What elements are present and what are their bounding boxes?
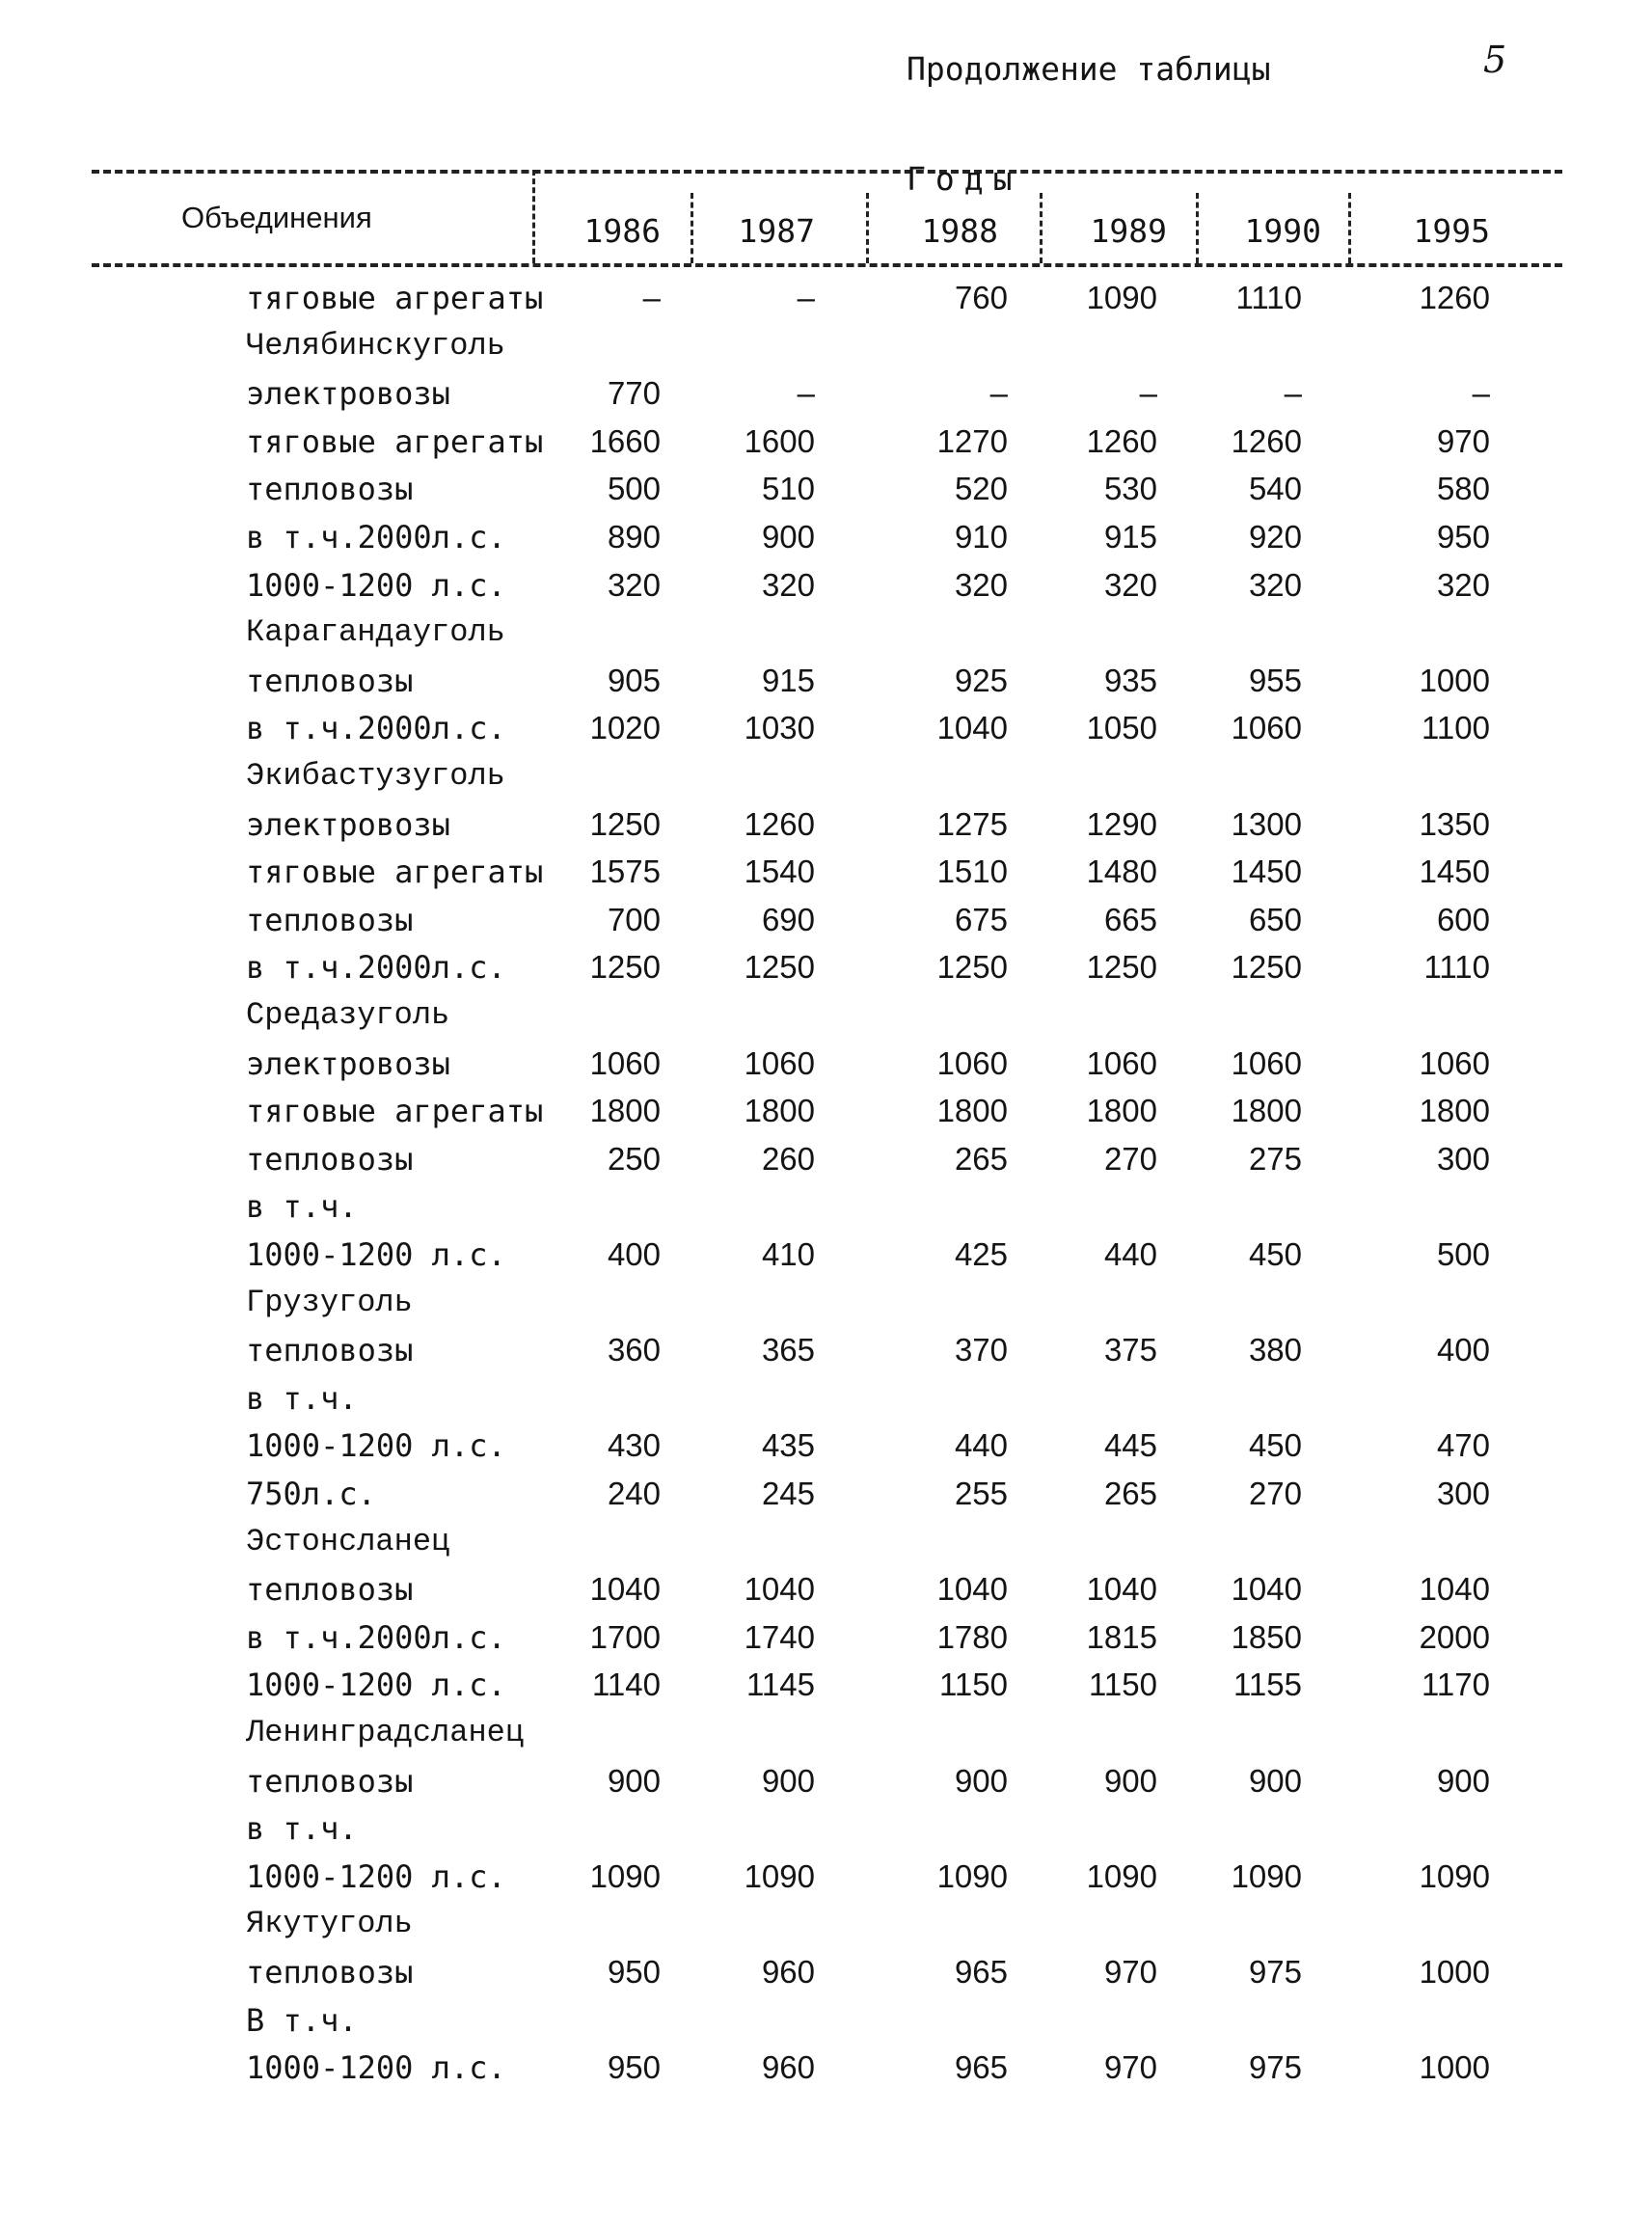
column-separator: [1196, 193, 1199, 263]
table-cell-1989: 1090: [1086, 280, 1157, 315]
table-cell-1989: 1250: [1086, 949, 1157, 986]
table-row: [0, 1954, 1652, 2002]
table-cell-1987: 245: [761, 1476, 815, 1511]
table-row: [0, 1715, 1652, 1763]
table-cell-1995: 1260: [1419, 280, 1490, 315]
table-cell-1988: 1040: [936, 710, 1008, 746]
table-cell-1988: 925: [954, 662, 1008, 698]
table-cell-1988: 1040: [936, 1571, 1008, 1608]
table-cell-1989: 1050: [1086, 710, 1157, 746]
table-cell-1986: 360: [607, 1332, 661, 1368]
table-cell-1986: 905: [607, 662, 661, 698]
table-row: [0, 375, 1652, 423]
table-cell-1989: 375: [1103, 1332, 1157, 1368]
table-cell-1986: 1700: [589, 1618, 661, 1655]
table-cell-1988: 910: [954, 519, 1008, 555]
table-cell-1987: 510: [761, 471, 815, 507]
table-row: [0, 1571, 1652, 1619]
table-cell-1987: 1800: [744, 1093, 815, 1129]
page-number: 5: [1483, 39, 1507, 81]
table-cell-1987: 435: [761, 1427, 815, 1464]
table-cell-1990: 975: [1248, 2049, 1302, 2086]
table-cell-1995: 470: [1436, 1427, 1490, 1464]
table-cell-1989: 970: [1103, 1954, 1157, 1990]
row-label: тепловозы: [246, 662, 414, 699]
table-row: [0, 423, 1652, 472]
column-separator: [1348, 193, 1351, 263]
table-row: [0, 1763, 1652, 1811]
table-cell-1987: 365: [761, 1332, 815, 1368]
table-cell-1986: 1020: [589, 710, 661, 746]
table-cell-1986: 240: [607, 1476, 661, 1511]
row-label: тяговые агрегаты: [246, 1093, 544, 1130]
table-cell-1987: 1540: [744, 854, 815, 890]
table-cell-1987: 1040: [744, 1571, 815, 1608]
table-cell-1995: 600: [1436, 901, 1490, 937]
table-row: [0, 1619, 1652, 1667]
table-cell-1990: 1850: [1231, 1618, 1302, 1655]
table-cell-1990: 900: [1248, 1762, 1302, 1799]
row-group-label: Якутуголь: [246, 1906, 413, 1942]
row-label: тепловозы: [246, 1332, 414, 1369]
table-cell-1990: 1450: [1231, 854, 1302, 890]
table-cell-1986: 890: [607, 519, 661, 555]
table-cell-1988: 1800: [936, 1093, 1008, 1129]
row-label: 1000-1200 л.с.: [246, 1857, 506, 1895]
table-cell-1987: 690: [761, 901, 815, 937]
table-row: [0, 1858, 1652, 1907]
table-cell-1990: 650: [1248, 901, 1302, 937]
row-label: тепловозы: [246, 1954, 414, 1991]
table-cell-1995: 1000: [1419, 662, 1490, 698]
row-label: тепловозы: [246, 1571, 414, 1609]
table-row: [0, 949, 1652, 997]
row-label: тепловозы: [246, 1140, 414, 1178]
table-cell-1986: 250: [607, 1140, 661, 1177]
table-cell-1986: 500: [607, 471, 661, 507]
table-cell-1986: 400: [607, 1236, 661, 1272]
table-cell-1986: 1800: [589, 1093, 661, 1129]
table-cell-1989: 1150: [1089, 1666, 1157, 1703]
table-cell-1986: 770: [607, 375, 661, 412]
row-label: тяговые агрегаты: [246, 854, 544, 891]
table-cell-1988: 255: [954, 1476, 1008, 1511]
table-cell-1988: –: [989, 375, 1008, 412]
table-cell-1990: 1040: [1231, 1571, 1302, 1608]
table-cell-1990: 450: [1248, 1427, 1302, 1464]
table-cell-1987: 900: [761, 1762, 815, 1799]
table-cell-1995: 320: [1436, 566, 1490, 603]
year-header-1995: 1995: [1413, 212, 1490, 250]
row-label: электровозы: [246, 1044, 450, 1082]
table-cell-1988: 965: [954, 1954, 1008, 1990]
table-cell-1988: 320: [954, 566, 1008, 603]
row-group-label: Ленинградсланец: [246, 1715, 525, 1750]
table-cell-1986: 1575: [589, 854, 661, 890]
row-label: тяговые агрегаты: [246, 280, 544, 316]
table-cell-1989: 445: [1103, 1427, 1157, 1464]
table-cell-1990: 380: [1248, 1332, 1302, 1368]
column-separator: [866, 193, 869, 263]
row-group-label: Карагандауголь: [246, 614, 505, 651]
table-cell-1989: –: [1139, 375, 1157, 412]
table-cell-1986: 1660: [589, 422, 661, 459]
table-cell-1990: 450: [1248, 1236, 1302, 1272]
table-cell-1987: –: [797, 280, 815, 315]
table-cell-1989: 1290: [1086, 805, 1157, 842]
table-cell-1987: 960: [761, 2049, 815, 2086]
year-header-1990: 1990: [1244, 212, 1321, 250]
table-cell-1986: 1250: [589, 805, 661, 842]
table-cell-1995: 900: [1436, 1762, 1490, 1799]
year-header-1989: 1989: [1090, 212, 1167, 250]
table-cell-1987: 260: [761, 1140, 815, 1177]
table-cell-1987: 1250: [744, 949, 815, 986]
table-cell-1989: 530: [1103, 471, 1157, 507]
table-cell-1989: 1090: [1086, 1857, 1157, 1894]
table-cell-1995: 1800: [1419, 1093, 1490, 1129]
table-cell-1995: 1090: [1419, 1857, 1490, 1894]
table-cell-1995: 1060: [1419, 1044, 1490, 1081]
table-cell-1990: 1300: [1231, 805, 1302, 842]
table-row: [0, 328, 1652, 376]
table-cell-1989: 1480: [1086, 854, 1157, 890]
table-cell-1990: 1800: [1231, 1093, 1302, 1129]
table-cell-1988: 520: [954, 471, 1008, 507]
table-cell-1986: 320: [607, 566, 661, 603]
table-row: [0, 1093, 1652, 1141]
table-cell-1986: 430: [607, 1427, 661, 1464]
table-cell-1989: 1815: [1086, 1618, 1157, 1655]
table-cell-1990: 1060: [1231, 1044, 1302, 1081]
table-cell-1989: 270: [1103, 1140, 1157, 1177]
table-row: [0, 902, 1652, 950]
row-label: в т.ч.2000л.с.: [246, 519, 506, 556]
table-row: [0, 2002, 1652, 2050]
table-cell-1986: 1090: [589, 1857, 661, 1894]
row-label: в т.ч.: [246, 1188, 358, 1226]
row-group-label: Эстонсланец: [246, 1523, 450, 1559]
table-cell-1988: 370: [954, 1332, 1008, 1368]
row-group-label: Челябинскуголь: [246, 327, 505, 364]
table-cell-1986: 1060: [589, 1044, 661, 1081]
table-cell-1988: 1270: [936, 422, 1008, 459]
table-cell-1988: 440: [954, 1427, 1008, 1464]
table-row: [0, 663, 1652, 711]
table-cell-1988: 1250: [936, 949, 1008, 986]
table-cell-1987: 1145: [746, 1666, 815, 1703]
table-cell-1990: 1250: [1231, 949, 1302, 986]
row-label: тепловозы: [246, 1762, 414, 1800]
table-cell-1989: 665: [1103, 901, 1157, 937]
table-cell-1989: 1060: [1086, 1044, 1157, 1081]
table-cell-1986: 900: [607, 1762, 661, 1799]
row-label: 1000-1200 л.с.: [246, 1236, 506, 1273]
table-cell-1995: 1000: [1419, 1954, 1490, 1990]
table-row: [0, 1810, 1652, 1858]
row-group-label: Экибастузуголь: [246, 758, 505, 794]
row-label: электровозы: [246, 375, 450, 413]
table-row: [0, 1380, 1652, 1428]
table-cell-1995: 950: [1436, 519, 1490, 555]
table-cell-1987: 960: [761, 1954, 815, 1990]
row-label: в т.ч.2000л.с.: [246, 1618, 506, 1656]
table-cell-1989: 1800: [1086, 1093, 1157, 1129]
year-header-1988: 1988: [921, 212, 998, 250]
row-group-label: Средазуголь: [246, 997, 450, 1033]
table-row: [0, 854, 1652, 902]
table-cell-1986: 700: [607, 901, 661, 937]
table-cell-1995: 1000: [1419, 2049, 1490, 2086]
table-cell-1995: 1450: [1419, 854, 1490, 890]
table-cell-1995: 400: [1436, 1332, 1490, 1368]
table-cell-1988: 265: [954, 1140, 1008, 1177]
table-cell-1990: 275: [1248, 1140, 1302, 1177]
table-cell-1988: 900: [954, 1762, 1008, 1799]
table-cell-1987: 1600: [744, 422, 815, 459]
table-cell-1989: 935: [1103, 662, 1157, 698]
table-cell-1987: –: [797, 375, 815, 412]
table-row: [0, 1906, 1652, 1954]
row-label: тепловозы: [246, 901, 414, 938]
table-cell-1989: 440: [1103, 1236, 1157, 1272]
table-cell-1988: 1060: [936, 1044, 1008, 1081]
table-cell-1987: 320: [761, 566, 815, 603]
table-row: [0, 806, 1652, 854]
column-separator: [532, 170, 535, 263]
table-row: [0, 519, 1652, 567]
column-separator: [691, 193, 693, 263]
continuation-title: Продолжение таблицы: [907, 50, 1271, 88]
header-bottom-rule: [92, 263, 1562, 267]
table-cell-1995: 1110: [1423, 949, 1490, 986]
table-cell-1987: 1260: [744, 805, 815, 842]
table-row: [0, 758, 1652, 806]
table-row: [0, 1236, 1652, 1285]
table-cell-1987: 1740: [744, 1618, 815, 1655]
table-cell-1990: 1110: [1235, 280, 1302, 315]
year-header-1986: 1986: [583, 212, 661, 250]
table-row: [0, 1666, 1652, 1715]
table-cell-1990: –: [1284, 375, 1302, 412]
table-cell-1988: 1275: [936, 805, 1008, 842]
table-cell-1989: 970: [1103, 2049, 1157, 2086]
table-cell-1995: 300: [1436, 1140, 1490, 1177]
table-cell-1987: 900: [761, 519, 815, 555]
table-cell-1989: 915: [1103, 519, 1157, 555]
table-row: [0, 471, 1652, 519]
table-cell-1988: 1780: [936, 1618, 1008, 1655]
table-row: [0, 997, 1652, 1045]
row-label: тепловозы: [246, 471, 414, 508]
table-cell-1989: 1040: [1086, 1571, 1157, 1608]
table-cell-1995: 580: [1436, 471, 1490, 507]
row-label: 1000-1200 л.с.: [246, 1666, 506, 1704]
table-cell-1990: 975: [1248, 1954, 1302, 1990]
table-row: [0, 614, 1652, 663]
table-row: [0, 1188, 1652, 1236]
row-label: электровозы: [246, 805, 450, 843]
row-label: в т.ч.: [246, 1810, 358, 1848]
table-cell-1990: 1260: [1231, 422, 1302, 459]
table-cell-1995: 300: [1436, 1476, 1490, 1511]
table-row: [0, 1285, 1652, 1333]
table-cell-1990: 320: [1248, 566, 1302, 603]
table-cell-1988: 425: [954, 1236, 1008, 1272]
table-cell-1986: 1250: [589, 949, 661, 986]
table-cell-1988: 675: [954, 901, 1008, 937]
table-cell-1995: 970: [1436, 422, 1490, 459]
column-header-association: Объединения: [181, 201, 372, 234]
year-header-1987: 1987: [738, 212, 815, 250]
table-cell-1995: –: [1472, 375, 1490, 412]
table-cell-1988: 1090: [936, 1857, 1008, 1894]
table-cell-1988: 1510: [936, 854, 1008, 890]
table-row: [0, 2049, 1652, 2098]
table-cell-1988: 760: [954, 280, 1008, 315]
table-cell-1987: 1060: [744, 1044, 815, 1081]
table-cell-1995: 1040: [1419, 1571, 1490, 1608]
table-cell-1986: 950: [607, 1954, 661, 1990]
row-group-label: Грузуголь: [246, 1284, 413, 1320]
table-cell-1990: 1090: [1231, 1857, 1302, 1894]
table-cell-1989: 265: [1103, 1476, 1157, 1511]
row-label: в т.ч.2000л.с.: [246, 710, 506, 747]
table-cell-1988: 965: [954, 2049, 1008, 2086]
column-header-years: Годы: [907, 160, 1022, 198]
row-label: 750л.с.: [246, 1476, 376, 1512]
row-label: 1000-1200 л.с.: [246, 1427, 506, 1465]
table-cell-1987: 1030: [744, 710, 815, 746]
table-row: [0, 1332, 1652, 1380]
table-cell-1990: 1060: [1231, 710, 1302, 746]
table-cell-1995: 1350: [1419, 805, 1490, 842]
table-row: [0, 1524, 1652, 1572]
row-label: в т.ч.: [246, 1379, 358, 1417]
table-cell-1990: 270: [1248, 1476, 1302, 1511]
table-cell-1995: 500: [1436, 1236, 1490, 1272]
table-row: [0, 1476, 1652, 1524]
table-cell-1986: 1140: [592, 1666, 661, 1703]
table-cell-1987: 1090: [744, 1857, 815, 1894]
table-row: [0, 1427, 1652, 1476]
row-label: тяговые агрегаты: [246, 422, 544, 460]
table-cell-1989: 900: [1103, 1762, 1157, 1799]
table-cell-1986: 950: [607, 2049, 661, 2086]
table-cell-1990: 920: [1248, 519, 1302, 555]
header-top-rule: [92, 170, 1562, 174]
table-cell-1986: 1040: [589, 1571, 661, 1608]
table-cell-1990: 540: [1248, 471, 1302, 507]
table-row: [0, 710, 1652, 758]
table-row: [0, 567, 1652, 615]
row-label: 1000-1200 л.с.: [246, 566, 506, 604]
row-label: в т.ч.2000л.с.: [246, 949, 506, 987]
table-cell-1986: –: [642, 280, 661, 315]
table-cell-1989: 320: [1103, 566, 1157, 603]
table-cell-1990: 955: [1248, 662, 1302, 698]
table-cell-1989: 1260: [1086, 422, 1157, 459]
table-cell-1990: 1155: [1233, 1666, 1302, 1703]
row-label: 1000-1200 л.с.: [246, 2049, 506, 2087]
table-cell-1987: 410: [761, 1236, 815, 1272]
table-cell-1988: 1150: [939, 1666, 1008, 1703]
row-label: В т.ч.: [246, 2001, 358, 2039]
table-row: [0, 1045, 1652, 1094]
table-row: [0, 1141, 1652, 1189]
table-cell-1995: 2000: [1419, 1618, 1490, 1655]
table-cell-1995: 1100: [1422, 710, 1490, 746]
table-row: [0, 280, 1652, 328]
table-cell-1987: 915: [761, 662, 815, 698]
table-cell-1995: 1170: [1422, 1666, 1490, 1703]
column-separator: [1040, 193, 1043, 263]
